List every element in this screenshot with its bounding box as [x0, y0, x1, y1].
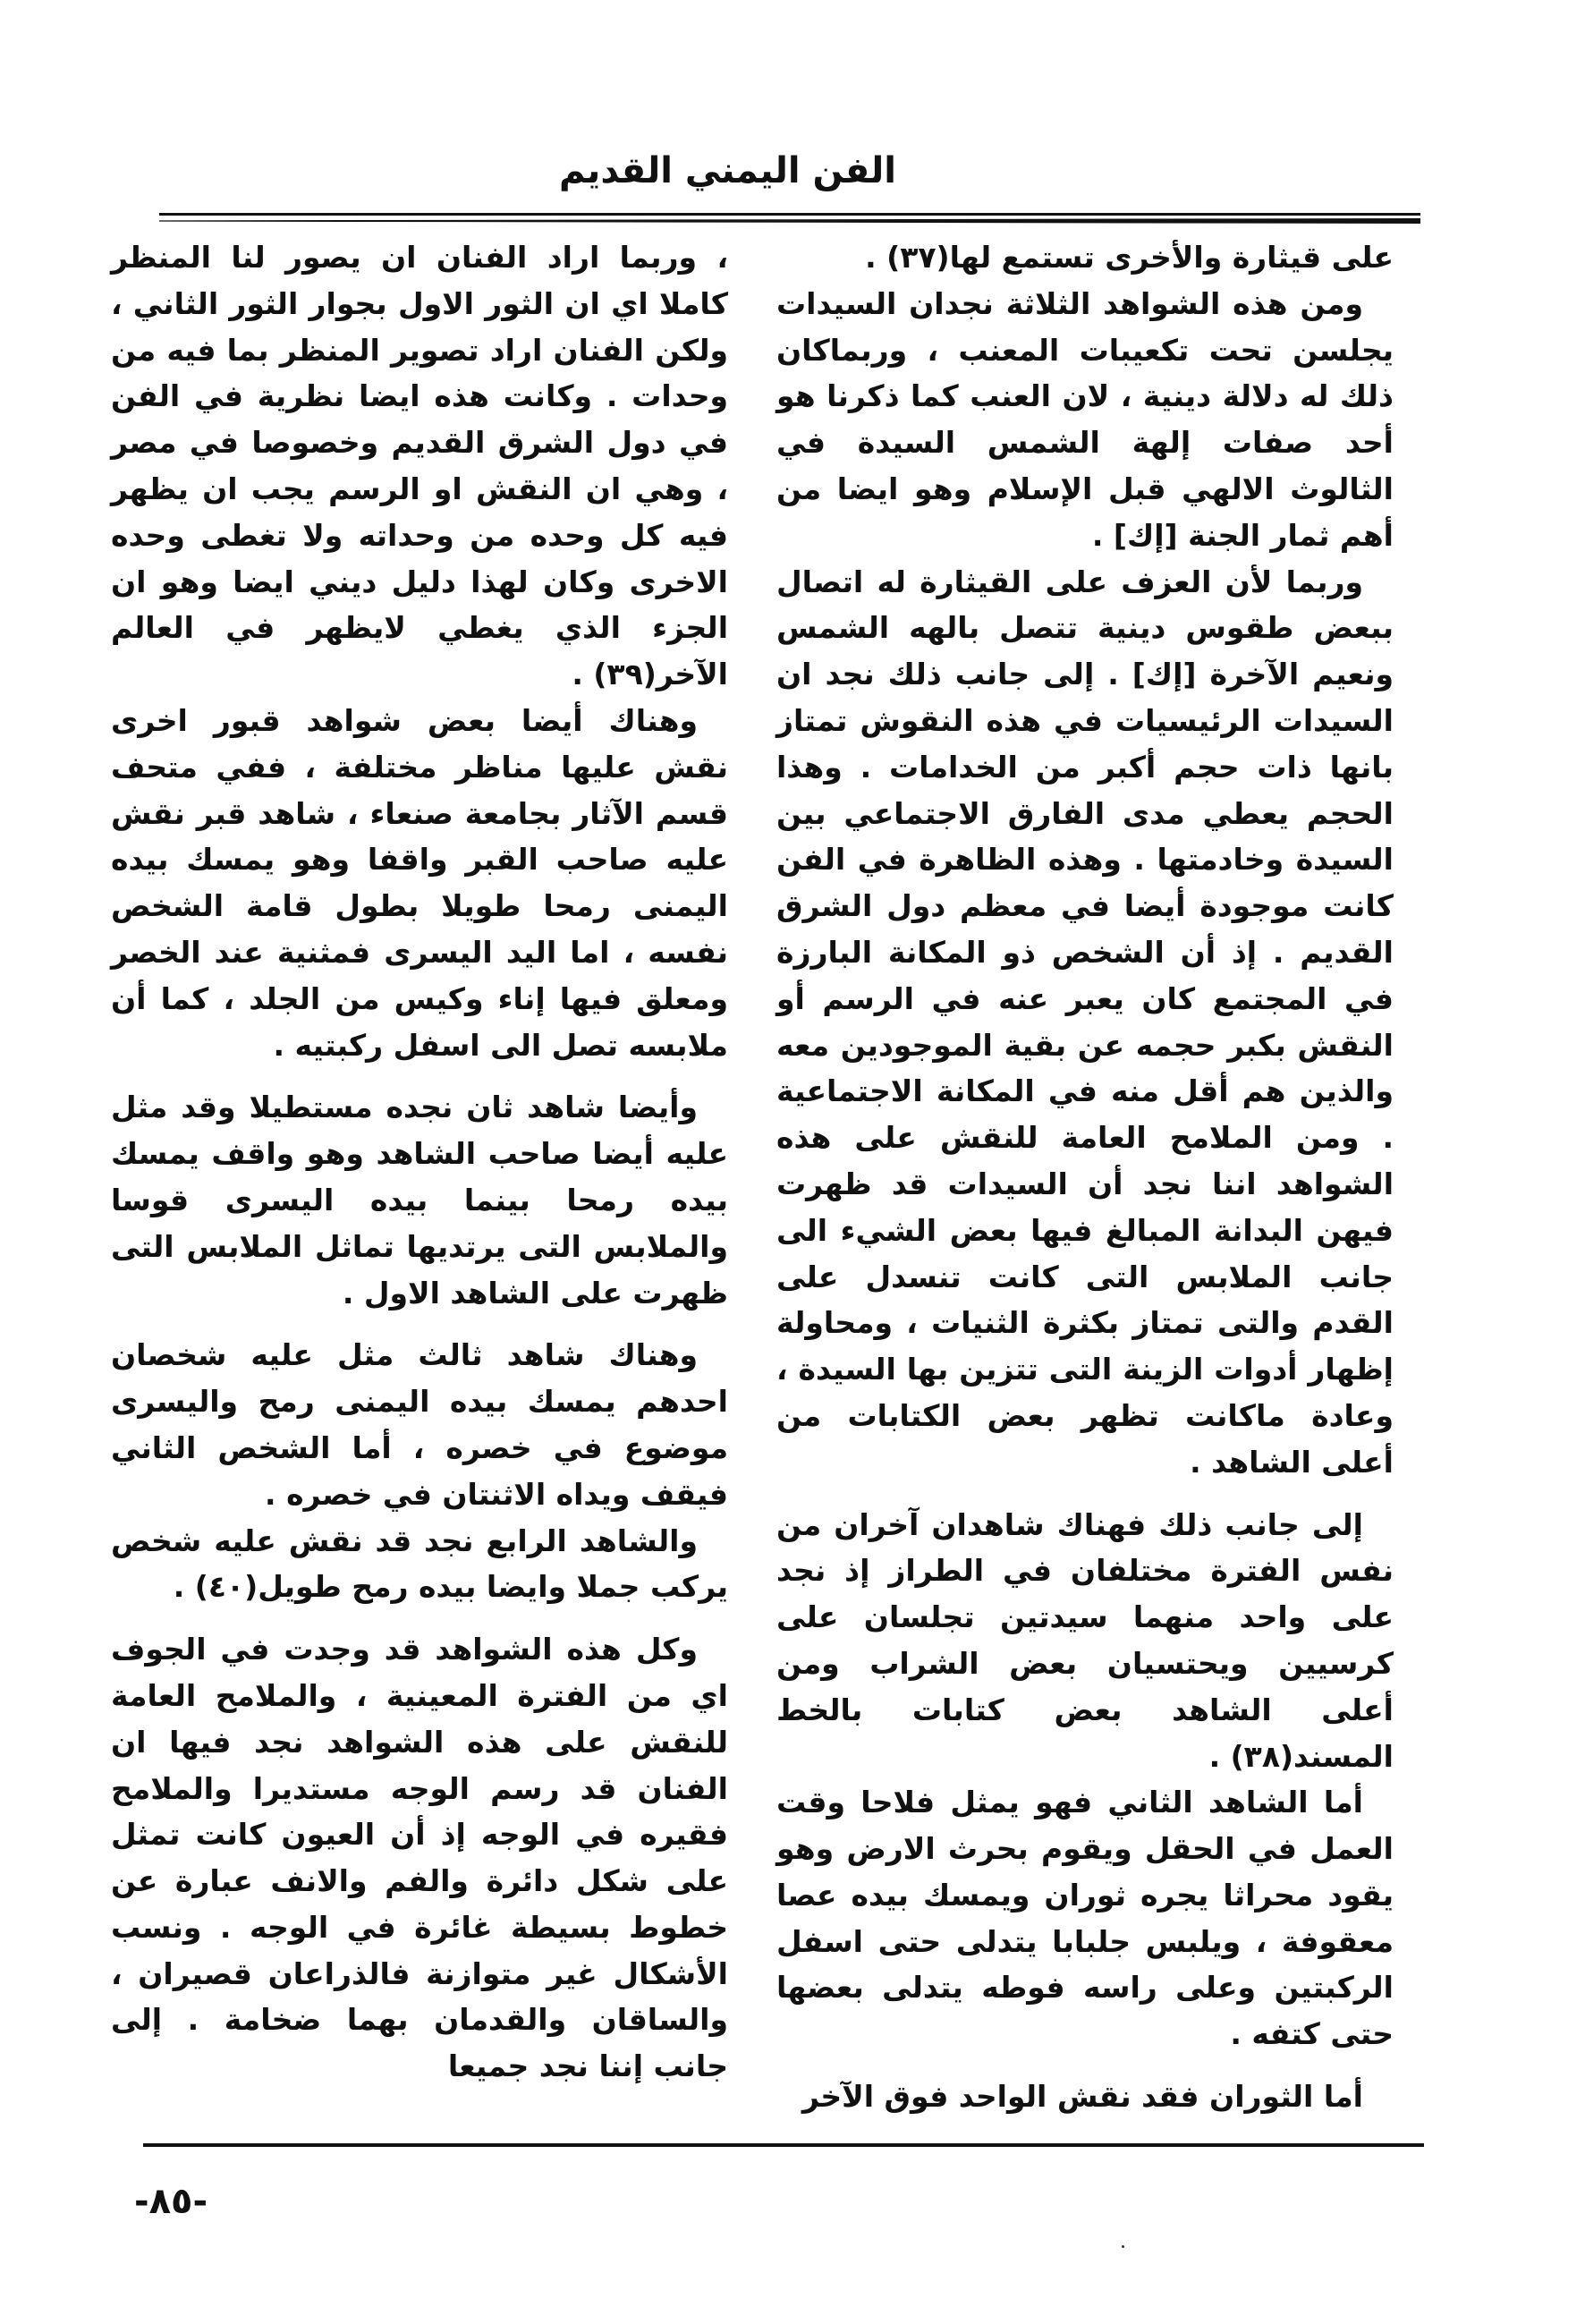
paragraph: والشاهد الرابع نجد قد نقش عليه شخص يركب جملا وايضا بيده رمح طويل(٤٠) . [111, 1522, 728, 1605]
paragraph: ، وربما اراد الفنان ان يصور لنا المنظر كاملا اي ان الثور الاول بجوار الثور الثاني ، ولكن الفنان اراد تصوير المنظر بما فيه من وحدات . وكانت هذه ايضا نظرية في الفن في دول الشرق القديم وخصوصا في مصر ، وهي ان النقش او الرسم يجب ان يظهر فيه كل وحده من وحداته ولا تغطى وحده الاخرى وكان لهذا دليل ديني ايضا وهو ان الجزء الذي يغطي لايظهر في العالم الآخر(٣٩) . [111, 240, 728, 692]
paragraph: وكل هذه الشواهد قد وجدت في الجوف اي من الفترة المعينية ، والملامح العامة للنقش على هذه الشواهد نجد فيها ان الفنان قد رسم الوجه مستديرا والملامح فقيره في الوجه إذ أن العيون كانت تمثل على شكل دائرة والفم والانف عبارة عن خطوط بسيطة غائرة في الوجه . ونسب الأشكال غير متوازنة فالذراعان قصيران ، والساقان والقدمان بهما ضخامة . إلى جانب إننا نجد جميعا [111, 1632, 728, 2084]
page-number: -٨٥- [134, 2181, 208, 2222]
paragraph: إلى جانب ذلك فهناك شاهدان آخران من نفس الفترة مختلفان في الطراز إذ نجد على واحد منهما سيدتين تجلسان على كرسيين ويحتسيان بعض الشراب ومن أعلى الشاهد بعض كتابات بالخط المسند(٣٨) . [776, 1506, 1394, 1774]
text-column-left [111, 234, 728, 2090]
paragraph: وهناك أيضا بعض شواهد قبور اخرى نقش عليها مناظر مختلفة ، ففي متحف قسم الآثار بجامعة صنعاء ، شاهد قبر نقش عليه صاحب القبر واقفا وهو يمسك بيده اليمنى رمحا طويلا بطول قامة الشخص نفسه ، اما اليد اليسرى فمثنية عند الخصر ومعلق فيها إناء وكيس من الجلد ، كما أن ملابسه تصل الى اسفل ركبتيه . [111, 702, 728, 1063]
paragraph: وهناك شاهد ثالث مثل عليه شخصان احدهم يمسك بيده اليمنى رمح واليسرى موضوع في خصره ، أما الشخص الثاني فيقف ويداه الاثنتان في خصره . [111, 1337, 728, 1512]
header-rule [159, 213, 1420, 216]
page-header-title: الفن اليمني القديم [558, 150, 896, 191]
paragraph: وأيضا شاهد ثان نجده مستطيلا وقد مثل عليه أيضا صاحب الشاهد وهو واقف يمسك بيده رمحا بينما بيده اليسرى قوسا والملابس التى يرتديها تماثل الملابس التى ظهرت على الشاهد الاول . [111, 1090, 728, 1310]
paragraph: ومن هذه الشواهد الثلاثة نجدان السيدات يجلسن تحت تكعيبات المعنب ، وربماكان ذلك له دلالة دينية ، لان العنب كما ذكرنا هو أحد صفات إلهة الشمس السيدة في الثالوث الالهي قبل الإسلام وهو ايضا من أهم ثمار الجنة [إك] . [776, 285, 1394, 553]
paragraph: أما الثوران فقد نقش الواحد فوق الآخر [801, 2079, 1363, 2115]
paragraph: أما الشاهد الثاني فهو يمثل فلاحا وقت العمل في الحقل ويقوم بحرث الارض وهو يقود محراثا يجره ثوران ويمسك بيده عصا معقوفة ، ويلبس جلبابا يتدلى حتى اسفل الركبتين وعلى راسه فوطه يتدلى بعضها حتى كتفه . [776, 1785, 1394, 2052]
paragraph: على قيثارة والأخرى تستمع لها(٣٧) . [865, 240, 1394, 275]
header-rule-thick [159, 218, 1420, 224]
paragraph: وربما لأن العزف على القيثارة له اتصال ببعض طقوس دينية تتصل بالهه الشمس ونعيم الآخرة [إك] . إلى جانب ذلك نجد ان السيدات الرئيسيات في هذه النقوش تمتاز بانها ذات حجم أكبر من الخدامات . وهذا الحجم يعطي مدى الفارق الاجتماعي بين السيدة وخادمتها . وهذه الظاهرة في الفن كانت موجودة أيضا في معظم دول الشرق القديم . إذ أن الشخص ذو المكانة البارزة في المجتمع كان يعبر عنه في الرسم أو النقش بكبر حجمه عن بقية الموجودين معه والذين هم أقل منه في المكانة الاجتماعية . ومن الملامح العامة للنقش على هذه الشواهد اننا نجد أن السيدات قد ظهرت فيهن البدانة المبالغ فيها بعض الشيء الى جانب الملابس التى كانت تنسدل على القدم والتى تمتاز بكثرة الثنيات ، ومحاولة إظهار أدوات الزينة التى تتزين بها السيدة ، وعادة ماكانت تظهر بعض الكتابات من أعلى الشاهد . [776, 564, 1394, 1480]
footer-rule [143, 2143, 1424, 2147]
scan-speck [1122, 2245, 1124, 2248]
text-column-right [776, 234, 1394, 2120]
